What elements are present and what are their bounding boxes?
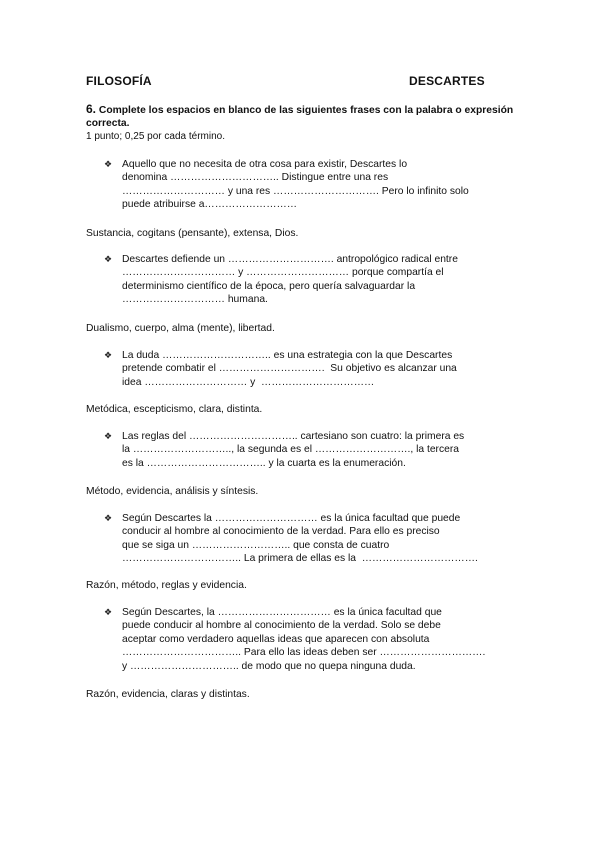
topic-title: DESCARTES	[409, 74, 485, 88]
fill-in-item	[104, 606, 542, 673]
fill-in-item	[104, 158, 542, 212]
diamond-bullet-icon: ❖	[104, 254, 113, 264]
item-line: pretende combatir el …………………………. Su objetivo es alcanzar una	[122, 363, 457, 375]
instruction-text: Complete los espacios en blanco de las siguientes frases con la palabra o expresión correcta.	[86, 105, 514, 129]
subject-title: FILOSOFÍA	[86, 74, 152, 88]
diamond-bullet-icon: ❖	[104, 513, 113, 523]
fill-in-item	[104, 512, 542, 566]
item-line: puede atribuirse a………………………	[122, 199, 298, 211]
fill-in-item	[104, 253, 542, 307]
item-line: determinismo científico de la época, pero quería salvaguardar la	[122, 280, 416, 292]
item-line: aceptar como verdadero aquellas ideas que aparecen con absoluta	[122, 633, 430, 645]
item-line: …………………………… y ………………………… porque compartía el	[122, 267, 444, 279]
item-line: conducir al hombre al conocimiento de la verdad. Para ello es preciso	[122, 526, 440, 538]
exercise-score: 1 punto; 0,25 por cada término.	[86, 131, 225, 142]
item-answer: Dualismo, cuerpo, alma (mente), libertad.	[86, 323, 275, 334]
exercise-instruction	[86, 103, 516, 130]
diamond-bullet-icon: ❖	[104, 350, 113, 360]
diamond-bullet-icon: ❖	[104, 159, 113, 169]
item-line: es la …………………………….. y la cuarta es la enumeración.	[122, 457, 406, 469]
item-answer: Metódica, escepticismo, clara, distinta.	[86, 404, 263, 415]
item-line: Descartes defiende un …………………………. antropológico radical entre	[122, 254, 458, 265]
item-answer: Razón, método, reglas y evidencia.	[86, 580, 247, 591]
diamond-bullet-icon: ❖	[104, 431, 113, 441]
item-line: ………………………… humana.	[122, 294, 268, 306]
item-line: …………………………….. La primera de ellas es la …………………………….	[122, 553, 478, 565]
item-line: denomina ………………………….. Distingue entre una res	[122, 172, 389, 184]
diamond-bullet-icon: ❖	[104, 607, 113, 617]
exercise-number: 6.	[86, 102, 97, 116]
item-line: idea ………………………… y ……………………………	[122, 376, 375, 388]
exercise-heading	[86, 103, 516, 143]
item-answer: Sustancia, cogitans (pensante), extensa, Dios.	[86, 228, 299, 239]
item-line: y ………………………….. de modo que no quepa ninguna duda.	[122, 660, 416, 672]
item-line: Según Descartes, la …………………………… es la única facultad que	[122, 607, 442, 618]
item-line: la ……………………….., la segunda es el ………………………., la tercera	[122, 444, 460, 456]
fill-in-item	[104, 349, 542, 389]
item-line: que se siga un ……………………….. que consta de cuatro	[122, 539, 390, 551]
fill-in-item	[104, 430, 542, 470]
item-line: La duda ………………………….. es una estrategia con la que Descartes	[122, 350, 453, 361]
item-line: puede conducir al hombre al conocimiento de la verdad. Solo se debe	[122, 620, 441, 632]
item-line: …………………………….. Para ello las ideas deben ser ………………………….	[122, 647, 486, 659]
item-answer: Método, evidencia, análisis y síntesis.	[86, 486, 259, 497]
item-line: Según Descartes la ………………………… es la única facultad que puede	[122, 513, 461, 524]
item-line: Aquello que no necesita de otra cosa para existir, Descartes lo	[122, 159, 408, 170]
item-line: ………………………… y una res …………………………. Pero lo infinito solo	[122, 185, 469, 197]
item-line: Las reglas del ………………………….. cartesiano son cuatro: la primera es	[122, 431, 465, 442]
item-answer: Razón, evidencia, claras y distintas.	[86, 689, 250, 700]
